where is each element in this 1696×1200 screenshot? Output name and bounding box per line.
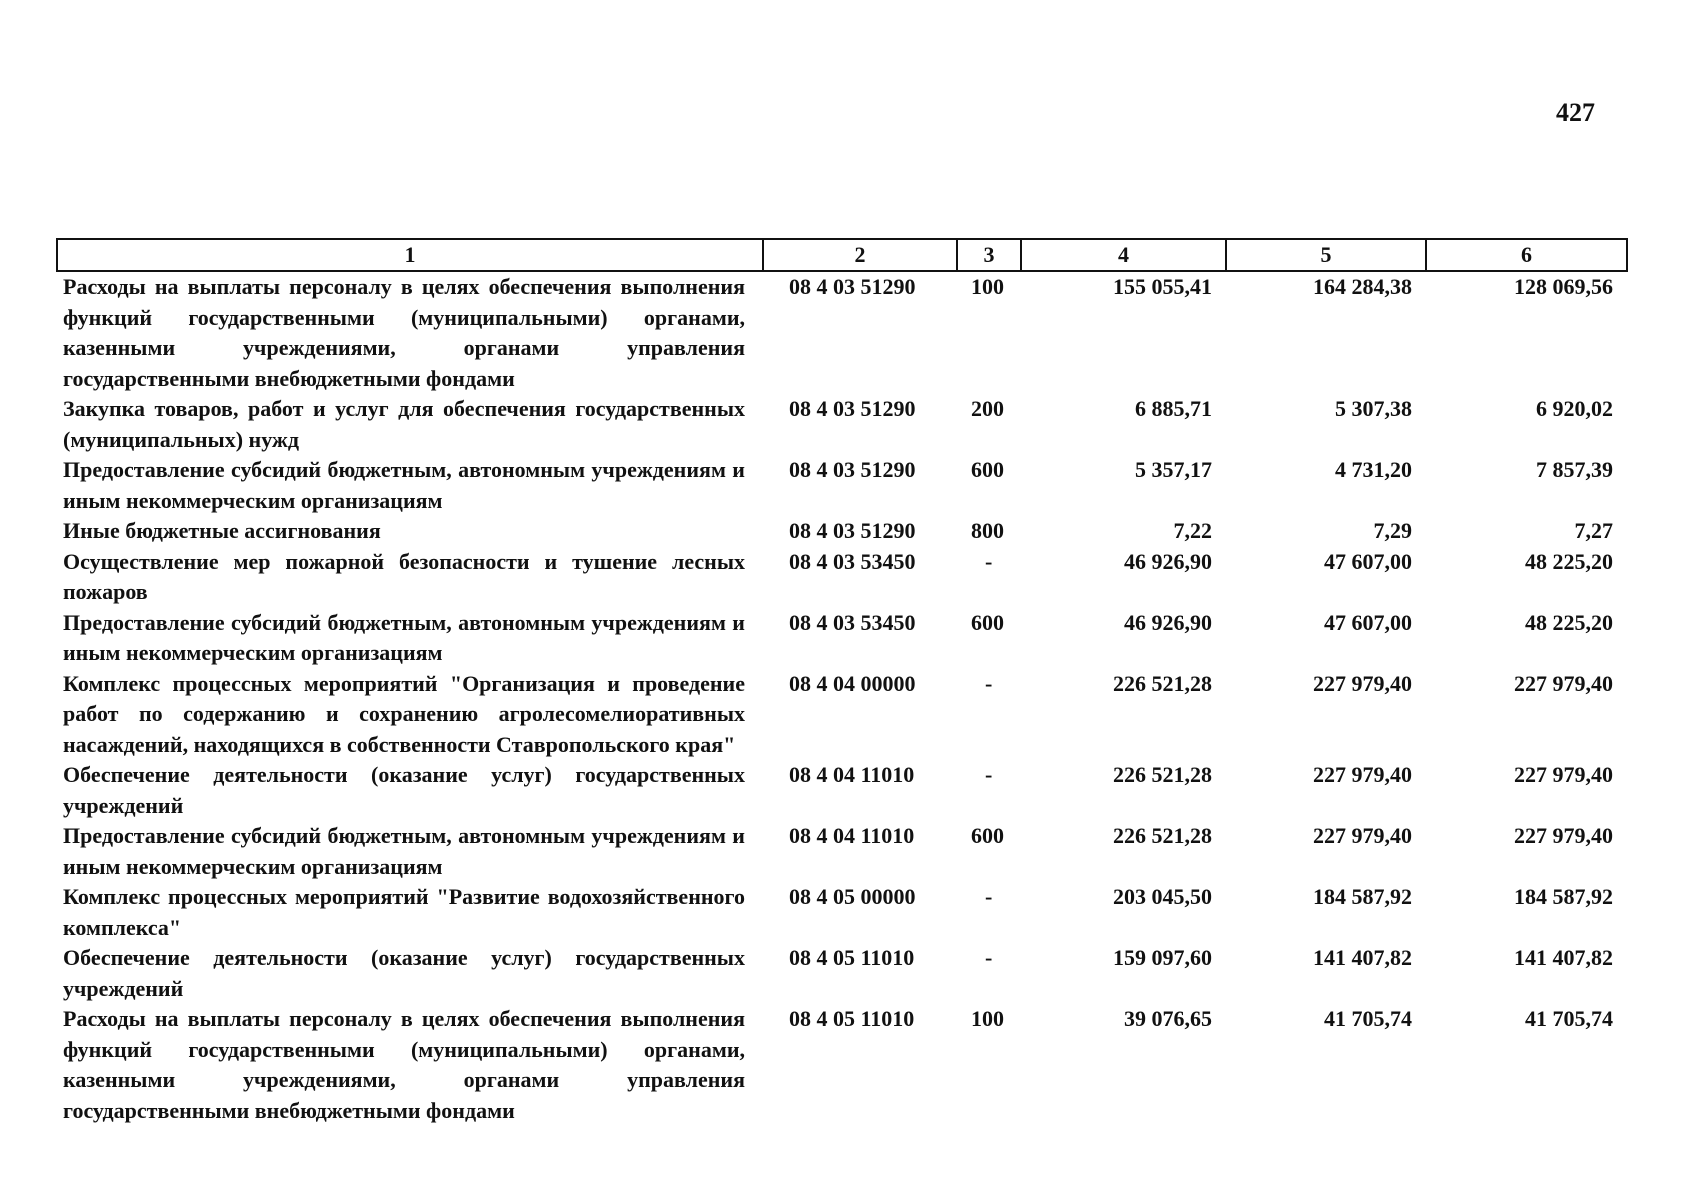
row-type-cell: -	[985, 884, 993, 909]
row-name-cell: Иные бюджетные ассигнования	[63, 518, 381, 543]
table-row	[57, 882, 1627, 943]
row-code-cell: 08 4 03 53450	[789, 548, 916, 574]
row-value-col5-cell: 141 407,82	[1313, 945, 1412, 970]
row-code-cell: 08 4 04 11010	[789, 823, 915, 848]
row-value-col5-cell: 41 705,74	[1324, 1006, 1412, 1031]
row-value-col6-cell: 7,27	[1574, 518, 1613, 543]
row-value-col4-cell: 46 926,90	[1124, 548, 1212, 574]
table-body	[57, 271, 1627, 1126]
row-value-col5-cell: 184 587,92	[1313, 884, 1412, 909]
header-col-5: 5	[1226, 239, 1426, 271]
row-value-col6-cell: 184 587,92	[1514, 884, 1613, 909]
row-type-cell: 600	[971, 609, 1004, 635]
header-col-6: 6	[1426, 239, 1627, 271]
row-value-col4-cell: 5 357,17	[1135, 457, 1212, 482]
row-name-cell: Расходы на выплаты персоналу в целях обеспечения выполнения функций государственными (муниципальными) органами, казенными учреждениями, органами управления государственными внебюджетными фондами	[63, 274, 745, 391]
row-type-cell: 100	[971, 1006, 1004, 1031]
row-code-cell: 08 4 04 11010	[789, 762, 915, 787]
table-row	[57, 943, 1627, 1004]
row-value-col5-cell: 164 284,38	[1313, 274, 1412, 299]
table-row	[57, 669, 1627, 761]
table-row	[57, 455, 1627, 516]
row-code-cell: 08 4 03 53450	[789, 609, 916, 635]
table-row	[57, 1004, 1627, 1126]
row-code-cell: 08 4 03 51290	[789, 274, 916, 299]
row-value-col5-cell: 227 979,40	[1313, 670, 1412, 696]
row-value-col4-cell: 159 097,60	[1113, 945, 1212, 970]
row-name-cell: Обеспечение деятельности (оказание услуг) государственных учреждений	[63, 945, 745, 1001]
row-value-col6-cell: 227 979,40	[1514, 670, 1613, 696]
row-value-col4-cell: 203 045,50	[1113, 884, 1212, 909]
row-value-col4-cell: 7,22	[1173, 518, 1212, 543]
table-row	[57, 394, 1627, 455]
table-row	[57, 760, 1627, 821]
header-col-3: 3	[957, 239, 1021, 271]
row-name-cell: Предоставление субсидий бюджетным, автономным учреждениям и иным некоммерческим организациям	[63, 609, 745, 665]
row-value-col5-cell: 4 731,20	[1335, 457, 1412, 482]
row-value-col5-cell: 5 307,38	[1335, 396, 1412, 421]
row-value-col6-cell: 41 705,74	[1525, 1006, 1613, 1031]
row-type-cell: 600	[971, 823, 1004, 848]
header-col-1: 1	[57, 239, 763, 271]
header-col-4: 4	[1021, 239, 1226, 271]
budget-table	[56, 238, 1628, 1126]
row-type-cell: -	[985, 762, 993, 787]
header-row	[57, 239, 1627, 271]
row-code-cell: 08 4 05 11010	[789, 1006, 915, 1031]
row-value-col5-cell: 227 979,40	[1313, 762, 1412, 787]
row-value-col5-cell: 227 979,40	[1313, 823, 1412, 848]
row-name-cell: Осуществление мер пожарной безопасности и тушение лесных пожаров	[63, 548, 745, 604]
row-value-col4-cell: 155 055,41	[1113, 274, 1212, 299]
row-name-cell: Комплекс процессных мероприятий "Развитие водохозяйственного комплекса"	[63, 884, 745, 940]
row-value-col5-cell: 47 607,00	[1324, 609, 1412, 635]
row-value-col5-cell: 47 607,00	[1324, 548, 1412, 574]
row-code-cell: 08 4 05 11010	[789, 945, 915, 970]
header-col-2: 2	[763, 239, 957, 271]
row-value-col5-cell: 7,29	[1373, 518, 1412, 543]
row-value-col4-cell: 39 076,65	[1124, 1006, 1212, 1031]
row-value-col4-cell: 6 885,71	[1135, 396, 1212, 421]
row-type-cell: -	[985, 945, 993, 970]
row-name-cell: Предоставление субсидий бюджетным, автономным учреждениям и иным некоммерческим организациям	[63, 457, 745, 513]
table-header	[57, 239, 1627, 271]
row-value-col6-cell: 141 407,82	[1514, 945, 1613, 970]
row-value-col4-cell: 46 926,90	[1124, 609, 1212, 635]
row-code-cell: 08 4 03 51290	[789, 396, 916, 421]
row-code-cell: 08 4 05 00000	[789, 884, 916, 909]
row-code-cell: 08 4 04 00000	[789, 670, 916, 696]
row-value-col6-cell: 48 225,20	[1525, 548, 1613, 574]
row-name-cell: Закупка товаров, работ и услуг для обеспечения государственных (муниципальных) нужд	[63, 396, 745, 452]
row-value-col6-cell: 227 979,40	[1514, 823, 1613, 848]
row-name-cell: Обеспечение деятельности (оказание услуг) государственных учреждений	[63, 762, 745, 818]
row-name-cell: Предоставление субсидий бюджетным, автономным учреждениям и иным некоммерческим организациям	[63, 823, 745, 879]
row-name-cell: Расходы на выплаты персоналу в целях обеспечения выполнения функций государственными (муниципальными) органами, казенными учреждениями, органами управления государственными внебюджетными фондами	[63, 1006, 745, 1123]
row-type-cell: -	[985, 670, 993, 696]
row-type-cell: 100	[971, 274, 1004, 299]
row-type-cell: 600	[971, 457, 1004, 482]
page-number: 427	[1556, 98, 1595, 127]
row-value-col6-cell: 227 979,40	[1514, 762, 1613, 787]
row-value-col6-cell: 7 857,39	[1536, 457, 1613, 482]
table-row	[57, 821, 1627, 882]
row-type-cell: 200	[971, 396, 1004, 421]
table-row	[57, 608, 1627, 669]
row-code-cell: 08 4 03 51290	[789, 457, 916, 482]
table-row	[57, 547, 1627, 608]
table-row	[57, 516, 1627, 547]
row-code-cell: 08 4 03 51290	[789, 518, 916, 543]
row-type-cell: -	[985, 548, 993, 574]
row-value-col6-cell: 6 920,02	[1536, 396, 1613, 421]
row-value-col4-cell: 226 521,28	[1113, 670, 1212, 696]
row-value-col4-cell: 226 521,28	[1113, 762, 1212, 787]
row-type-cell: 800	[971, 518, 1004, 543]
table-row	[57, 271, 1627, 394]
row-value-col6-cell: 128 069,56	[1514, 274, 1613, 299]
row-value-col6-cell: 48 225,20	[1525, 609, 1613, 635]
row-value-col4-cell: 226 521,28	[1113, 823, 1212, 848]
row-name-cell: Комплекс процессных мероприятий "Организация и проведение работ по содержанию и сохранению агролесомелиоративных насаждений, находящихся в собственности Ставропольского края"	[63, 670, 745, 757]
